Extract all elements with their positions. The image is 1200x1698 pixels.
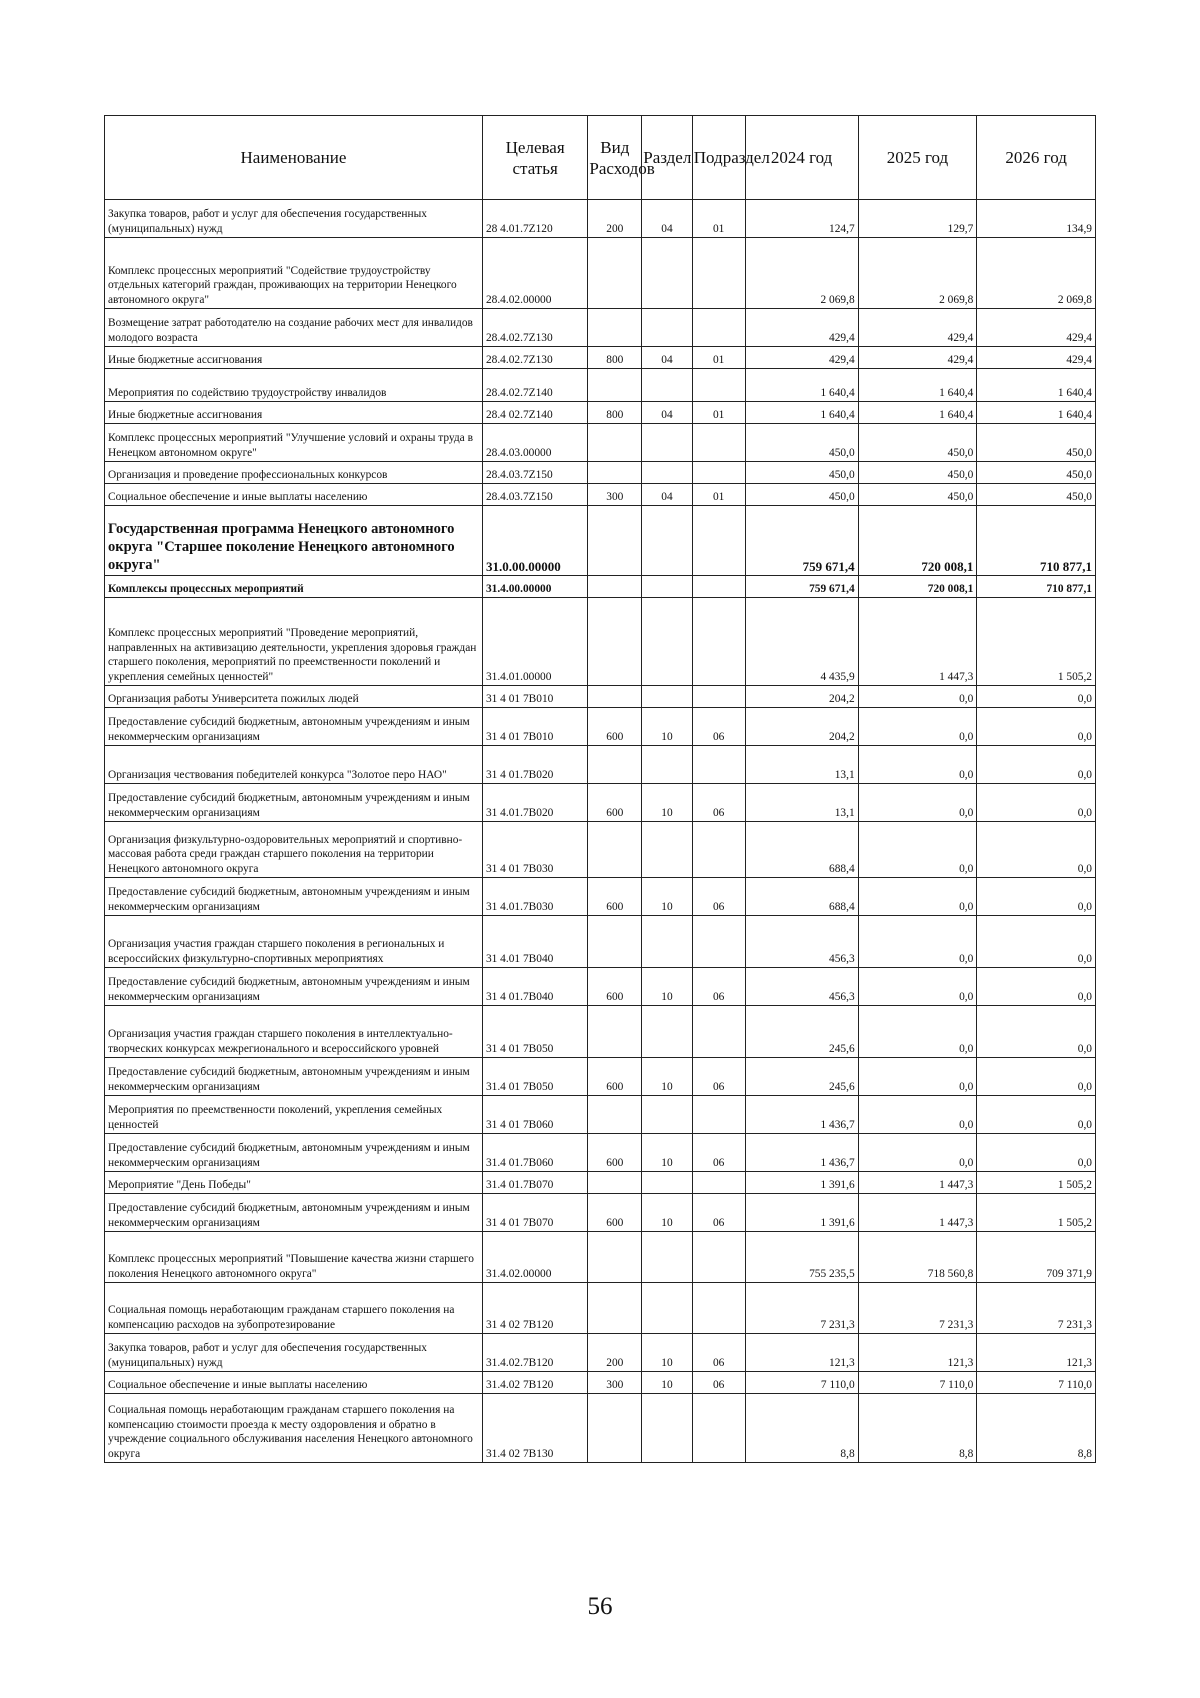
row-subsection [692, 369, 745, 402]
row-amount-2026: 0,0 [977, 916, 1096, 968]
row-amount-2025: 129,7 [858, 200, 977, 238]
row-section: 04 [642, 200, 693, 238]
row-name: Организация и проведение профессиональных конкурсов [105, 462, 483, 484]
row-amount-2026: 0,0 [977, 708, 1096, 746]
header-2025: 2025 год [858, 116, 977, 200]
row-target-code: 31.4 01 7B050 [482, 1058, 587, 1096]
row-amount-2024: 124,7 [745, 200, 858, 238]
row-target-code: 28.4.03.00000 [482, 424, 587, 462]
row-amount-2026: 0,0 [977, 746, 1096, 784]
row-subsection [692, 1172, 745, 1194]
row-expense-kind: 600 [588, 1194, 642, 1232]
row-amount-2024: 456,3 [745, 968, 858, 1006]
table-row [105, 369, 1096, 402]
row-amount-2026: 429,4 [977, 309, 1096, 347]
row-section: 10 [642, 1372, 693, 1394]
row-target-code: 31 4.01.7B030 [482, 878, 587, 916]
row-expense-kind: 600 [588, 878, 642, 916]
row-name: Организация чествования победителей конкурса "Золотое перо НАО" [105, 746, 483, 784]
row-subsection: 06 [692, 708, 745, 746]
row-expense-kind: 600 [588, 968, 642, 1006]
row-target-code: 31.4.00.00000 [482, 576, 587, 598]
table-row [105, 1194, 1096, 1232]
row-subsection [692, 1394, 745, 1463]
row-section [642, 686, 693, 708]
row-amount-2024: 450,0 [745, 484, 858, 506]
page-number: 56 [587, 1593, 613, 1620]
row-amount-2024: 13,1 [745, 784, 858, 822]
row-amount-2024: 755 235,5 [745, 1232, 858, 1283]
row-expense-kind: 600 [588, 784, 642, 822]
row-target-code: 28.4.03.7Z150 [482, 462, 587, 484]
row-expense-kind [588, 1283, 642, 1334]
row-subsection [692, 1006, 745, 1058]
row-amount-2025: 0,0 [858, 822, 977, 878]
row-subsection: 06 [692, 968, 745, 1006]
row-expense-kind [588, 309, 642, 347]
row-subsection: 06 [692, 1372, 745, 1394]
row-name: Предоставление субсидий бюджетным, автономным учреждениям и иным некоммерческим организациям [105, 878, 483, 916]
row-amount-2026: 1 640,4 [977, 369, 1096, 402]
row-name: Комплекс процессных мероприятий "Проведение мероприятий, направленных на активизацию деятельности, укрепления здоровья граждан старшего поколения, мероприятий по преемственности поколений и укрепления семейных ценностей" [105, 598, 483, 686]
row-amount-2026: 2 069,8 [977, 238, 1096, 309]
row-amount-2026: 0,0 [977, 784, 1096, 822]
table-row [105, 238, 1096, 309]
table-row [105, 462, 1096, 484]
row-subsection: 06 [692, 784, 745, 822]
row-amount-2026: 1 505,2 [977, 1194, 1096, 1232]
row-amount-2025: 450,0 [858, 462, 977, 484]
row-amount-2026: 429,4 [977, 347, 1096, 369]
row-amount-2024: 429,4 [745, 309, 858, 347]
row-target-code: 31 4 01 7B060 [482, 1096, 587, 1134]
row-amount-2024: 4 435,9 [745, 598, 858, 686]
row-expense-kind [588, 462, 642, 484]
row-amount-2026: 0,0 [977, 878, 1096, 916]
table-row [105, 708, 1096, 746]
row-name: Мероприятие "День Победы" [105, 1172, 483, 1194]
row-expense-kind [588, 1096, 642, 1134]
row-name: Возмещение затрат работодателю на создание рабочих мест для инвалидов молодого возраста [105, 309, 483, 347]
row-name: Комплекс процессных мероприятий "Улучшение условий и охраны труда в Ненецком автономном округе" [105, 424, 483, 462]
row-name: Социальная помощь неработающим гражданам старшего поколения на компенсацию стоимости проезда к месту оздоровления и обратно в учреждение социального обслуживания населения Ненецкого автономного округа [105, 1394, 483, 1463]
table-row [105, 1134, 1096, 1172]
row-amount-2024: 1 640,4 [745, 369, 858, 402]
row-section [642, 576, 693, 598]
row-section [642, 506, 693, 576]
row-subsection [692, 1283, 745, 1334]
row-expense-kind [588, 822, 642, 878]
row-amount-2025: 718 560,8 [858, 1232, 977, 1283]
row-amount-2026: 0,0 [977, 1134, 1096, 1172]
row-target-code: 31.4 02 7B130 [482, 1394, 587, 1463]
row-amount-2024: 456,3 [745, 916, 858, 968]
row-amount-2025: 2 069,8 [858, 238, 977, 309]
table-row [105, 576, 1096, 598]
row-section [642, 309, 693, 347]
row-expense-kind [588, 424, 642, 462]
row-section: 10 [642, 878, 693, 916]
row-amount-2025: 0,0 [858, 708, 977, 746]
row-section [642, 238, 693, 309]
row-name: Социальное обеспечение и иные выплаты населению [105, 1372, 483, 1394]
table-row [105, 1096, 1096, 1134]
row-section: 10 [642, 1058, 693, 1096]
row-subsection: 01 [692, 200, 745, 238]
header-2026: 2026 год [977, 116, 1096, 200]
budget-table [104, 115, 1096, 1463]
row-amount-2026: 710 877,1 [977, 576, 1096, 598]
row-amount-2024: 1 436,7 [745, 1134, 858, 1172]
row-subsection [692, 916, 745, 968]
row-amount-2024: 688,4 [745, 822, 858, 878]
row-amount-2025: 1 447,3 [858, 1194, 977, 1232]
row-expense-kind: 300 [588, 484, 642, 506]
row-amount-2025: 121,3 [858, 1334, 977, 1372]
row-target-code: 31 4 02 7B120 [482, 1283, 587, 1334]
row-amount-2026: 7 110,0 [977, 1372, 1096, 1394]
row-target-code: 31 4 01.7B020 [482, 746, 587, 784]
header-subsection: Подраздел [692, 116, 745, 200]
table-row [105, 200, 1096, 238]
row-amount-2025: 720 008,1 [858, 506, 977, 576]
row-expense-kind: 800 [588, 347, 642, 369]
row-name: Предоставление субсидий бюджетным, автономным учреждениям и иным некоммерческим организациям [105, 1134, 483, 1172]
row-expense-kind [588, 746, 642, 784]
row-amount-2026: 0,0 [977, 1096, 1096, 1134]
row-target-code: 31.4.01.00000 [482, 598, 587, 686]
row-amount-2026: 0,0 [977, 968, 1096, 1006]
row-expense-kind [588, 1232, 642, 1283]
table-row [105, 424, 1096, 462]
row-section [642, 462, 693, 484]
row-expense-kind [588, 238, 642, 309]
row-amount-2026: 450,0 [977, 484, 1096, 506]
row-name: Комплексы процессных мероприятий [105, 576, 483, 598]
header-name: Наименование [105, 116, 483, 200]
row-expense-kind: 200 [588, 200, 642, 238]
row-expense-kind: 300 [588, 1372, 642, 1394]
row-subsection: 01 [692, 402, 745, 424]
row-subsection: 01 [692, 484, 745, 506]
row-amount-2024: 450,0 [745, 462, 858, 484]
row-name: Социальное обеспечение и иные выплаты населению [105, 484, 483, 506]
row-section [642, 916, 693, 968]
table-row [105, 916, 1096, 968]
table-row [105, 309, 1096, 347]
table-row [105, 506, 1096, 576]
row-name: Предоставление субсидий бюджетным, автономным учреждениям и иным некоммерческим организациям [105, 708, 483, 746]
row-amount-2025: 7 231,3 [858, 1283, 977, 1334]
row-target-code: 31 4 01 7B010 [482, 686, 587, 708]
row-target-code: 28.4.02.7Z130 [482, 347, 587, 369]
row-subsection [692, 309, 745, 347]
row-target-code: 31.4.02.7B120 [482, 1334, 587, 1372]
table-header-row [105, 116, 1096, 200]
row-amount-2025: 1 640,4 [858, 402, 977, 424]
row-name: Предоставление субсидий бюджетным, автономным учреждениям и иным некоммерческим организациям [105, 1194, 483, 1232]
row-name: Предоставление субсидий бюджетным, автономным учреждениям и иным некоммерческим организациям [105, 968, 483, 1006]
row-amount-2024: 429,4 [745, 347, 858, 369]
row-amount-2026: 7 231,3 [977, 1283, 1096, 1334]
row-section [642, 746, 693, 784]
row-section [642, 598, 693, 686]
row-section [642, 369, 693, 402]
row-amount-2024: 7 110,0 [745, 1372, 858, 1394]
row-target-code: 31.4.02 7B120 [482, 1372, 587, 1394]
row-target-code: 31 4 01.7B040 [482, 968, 587, 1006]
row-name: Комплекс процессных мероприятий "Повышение качества жизни старшего поколения Ненецкого автономного округа" [105, 1232, 483, 1283]
row-target-code: 31 4.01 7B040 [482, 916, 587, 968]
row-amount-2026: 1 505,2 [977, 598, 1096, 686]
row-target-code: 31.0.00.00000 [482, 506, 587, 576]
row-subsection [692, 746, 745, 784]
table-row [105, 347, 1096, 369]
row-target-code: 31 4.01.7B020 [482, 784, 587, 822]
row-section [642, 1283, 693, 1334]
row-target-code: 28.4.02.7Z130 [482, 309, 587, 347]
row-section [642, 1232, 693, 1283]
row-target-code: 31.4 01.7B070 [482, 1172, 587, 1194]
row-section: 10 [642, 1194, 693, 1232]
row-amount-2025: 0,0 [858, 1096, 977, 1134]
row-name: Социальная помощь неработающим гражданам старшего поколения на компенсацию расходов на зубопротезирование [105, 1283, 483, 1334]
row-amount-2025: 0,0 [858, 1006, 977, 1058]
row-name: Иные бюджетные ассигнования [105, 402, 483, 424]
row-subsection [692, 424, 745, 462]
row-expense-kind: 600 [588, 1134, 642, 1172]
row-amount-2026: 0,0 [977, 822, 1096, 878]
table-row [105, 822, 1096, 878]
row-subsection: 06 [692, 1134, 745, 1172]
row-expense-kind: 600 [588, 708, 642, 746]
row-expense-kind [588, 916, 642, 968]
row-section: 10 [642, 1334, 693, 1372]
table-row [105, 484, 1096, 506]
row-section: 04 [642, 402, 693, 424]
row-name: Иные бюджетные ассигнования [105, 347, 483, 369]
table-body [105, 200, 1096, 1463]
header-section: Раздел [642, 116, 693, 200]
row-expense-kind [588, 686, 642, 708]
row-expense-kind [588, 1172, 642, 1194]
table-row [105, 402, 1096, 424]
row-name: Закупка товаров, работ и услуг для обеспечения государственных (муниципальных) нужд [105, 200, 483, 238]
row-expense-kind: 600 [588, 1058, 642, 1096]
row-section: 04 [642, 484, 693, 506]
row-name: Мероприятия по преемственности поколений, укрепления семейных ценностей [105, 1096, 483, 1134]
table-row [105, 686, 1096, 708]
row-expense-kind: 800 [588, 402, 642, 424]
row-name: Организация физкультурно-оздоровительных мероприятий и спортивно-массовая работа среди граждан старшего поколения на территории Ненецкого автономного округа [105, 822, 483, 878]
row-subsection [692, 686, 745, 708]
row-subsection [692, 1096, 745, 1134]
row-amount-2026: 710 877,1 [977, 506, 1096, 576]
row-name: Предоставление субсидий бюджетным, автономным учреждениям и иным некоммерческим организациям [105, 1058, 483, 1096]
header-target: Целевая статья [482, 116, 587, 200]
row-amount-2026: 450,0 [977, 462, 1096, 484]
row-name: Организация участия граждан старшего поколения в интеллектуально-творческих конкурсах межрегионального и всероссийского уровней [105, 1006, 483, 1058]
row-amount-2024: 245,6 [745, 1058, 858, 1096]
row-amount-2026: 121,3 [977, 1334, 1096, 1372]
row-section [642, 1096, 693, 1134]
row-target-code: 31 4 01 7B070 [482, 1194, 587, 1232]
row-section: 10 [642, 1134, 693, 1172]
row-amount-2026: 1 505,2 [977, 1172, 1096, 1194]
row-expense-kind: 200 [588, 1334, 642, 1372]
row-amount-2025: 0,0 [858, 916, 977, 968]
row-amount-2026: 0,0 [977, 1006, 1096, 1058]
row-amount-2024: 204,2 [745, 686, 858, 708]
row-subsection [692, 822, 745, 878]
row-amount-2024: 245,6 [745, 1006, 858, 1058]
row-name: Комплекс процессных мероприятий "Содействие трудоустройству отдельных категорий граждан, проживающих на территории Ненецкого автономного округа" [105, 238, 483, 309]
row-amount-2025: 0,0 [858, 1058, 977, 1096]
table-row [105, 968, 1096, 1006]
row-expense-kind [588, 1394, 642, 1463]
row-subsection: 06 [692, 1058, 745, 1096]
row-section [642, 822, 693, 878]
row-target-code: 31 4 01 7B030 [482, 822, 587, 878]
row-subsection [692, 1232, 745, 1283]
table-row [105, 1334, 1096, 1372]
table-row [105, 1006, 1096, 1058]
table-row [105, 746, 1096, 784]
row-amount-2024: 2 069,8 [745, 238, 858, 309]
row-amount-2025: 0,0 [858, 784, 977, 822]
row-amount-2025: 0,0 [858, 1134, 977, 1172]
row-name: Организация работы Университета пожилых людей [105, 686, 483, 708]
row-amount-2026: 0,0 [977, 686, 1096, 708]
row-amount-2025: 1 447,3 [858, 598, 977, 686]
row-amount-2025: 1 447,3 [858, 1172, 977, 1194]
row-expense-kind [588, 506, 642, 576]
row-amount-2025: 7 110,0 [858, 1372, 977, 1394]
row-target-code: 28.4.02.7Z140 [482, 369, 587, 402]
row-target-code: 31.4 01.7B060 [482, 1134, 587, 1172]
row-amount-2026: 0,0 [977, 1058, 1096, 1096]
row-section: 04 [642, 347, 693, 369]
row-amount-2024: 1 391,6 [745, 1172, 858, 1194]
row-name: Предоставление субсидий бюджетным, автономным учреждениям и иным некоммерческим организациям [105, 784, 483, 822]
row-section: 10 [642, 968, 693, 1006]
table-row [105, 1232, 1096, 1283]
table-row [105, 878, 1096, 916]
row-expense-kind [588, 598, 642, 686]
row-amount-2026: 450,0 [977, 424, 1096, 462]
header-kind: Вид Расходов [588, 116, 642, 200]
row-target-code: 31 4 01 7B050 [482, 1006, 587, 1058]
row-section: 10 [642, 708, 693, 746]
table-row [105, 784, 1096, 822]
row-subsection [692, 238, 745, 309]
row-section [642, 1172, 693, 1194]
row-expense-kind [588, 576, 642, 598]
row-amount-2024: 204,2 [745, 708, 858, 746]
row-target-code: 28.4.02.00000 [482, 238, 587, 309]
row-amount-2025: 0,0 [858, 968, 977, 1006]
row-name: Мероприятия по содействию трудоустройству инвалидов [105, 369, 483, 402]
row-amount-2025: 0,0 [858, 746, 977, 784]
table-row [105, 1394, 1096, 1463]
row-amount-2025: 0,0 [858, 878, 977, 916]
row-amount-2026: 709 371,9 [977, 1232, 1096, 1283]
row-amount-2025: 429,4 [858, 309, 977, 347]
table-row [105, 1372, 1096, 1394]
table-row [105, 1172, 1096, 1194]
row-subsection: 06 [692, 878, 745, 916]
row-amount-2024: 1 391,6 [745, 1194, 858, 1232]
row-amount-2024: 121,3 [745, 1334, 858, 1372]
row-subsection [692, 506, 745, 576]
row-amount-2024: 8,8 [745, 1394, 858, 1463]
row-amount-2024: 759 671,4 [745, 576, 858, 598]
row-expense-kind [588, 1006, 642, 1058]
row-subsection [692, 462, 745, 484]
row-amount-2025: 720 008,1 [858, 576, 977, 598]
row-amount-2024: 759 671,4 [745, 506, 858, 576]
row-section: 10 [642, 784, 693, 822]
row-target-code: 31.4.02.00000 [482, 1232, 587, 1283]
row-section [642, 1006, 693, 1058]
row-name: Государственная программа Ненецкого автономного округа "Старшее поколение Ненецкого автономного округа" [105, 506, 483, 576]
row-amount-2026: 134,9 [977, 200, 1096, 238]
row-amount-2024: 1 640,4 [745, 402, 858, 424]
table-row [105, 1283, 1096, 1334]
row-name: Организация участия граждан старшего поколения в региональных и всероссийских физкультурно-спортивных мероприятиях [105, 916, 483, 968]
row-amount-2026: 8,8 [977, 1394, 1096, 1463]
row-subsection: 06 [692, 1334, 745, 1372]
row-amount-2024: 13,1 [745, 746, 858, 784]
row-amount-2025: 8,8 [858, 1394, 977, 1463]
row-target-code: 28.4.03.7Z150 [482, 484, 587, 506]
row-amount-2026: 1 640,4 [977, 402, 1096, 424]
row-section [642, 424, 693, 462]
row-amount-2024: 450,0 [745, 424, 858, 462]
table-row [105, 1058, 1096, 1096]
row-amount-2025: 0,0 [858, 686, 977, 708]
row-amount-2024: 688,4 [745, 878, 858, 916]
row-target-code: 28 4.01.7Z120 [482, 200, 587, 238]
row-amount-2024: 7 231,3 [745, 1283, 858, 1334]
row-expense-kind [588, 369, 642, 402]
row-amount-2025: 450,0 [858, 484, 977, 506]
row-subsection: 01 [692, 347, 745, 369]
row-section [642, 1394, 693, 1463]
row-subsection [692, 576, 745, 598]
header-2024: 2024 год [745, 116, 858, 200]
row-amount-2025: 429,4 [858, 347, 977, 369]
row-target-code: 31 4 01 7B010 [482, 708, 587, 746]
row-amount-2024: 1 436,7 [745, 1096, 858, 1134]
row-amount-2025: 1 640,4 [858, 369, 977, 402]
row-subsection [692, 598, 745, 686]
row-target-code: 28.4 02.7Z140 [482, 402, 587, 424]
row-amount-2025: 450,0 [858, 424, 977, 462]
table-row [105, 598, 1096, 686]
row-name: Закупка товаров, работ и услуг для обеспечения государственных (муниципальных) нужд [105, 1334, 483, 1372]
row-subsection: 06 [692, 1194, 745, 1232]
